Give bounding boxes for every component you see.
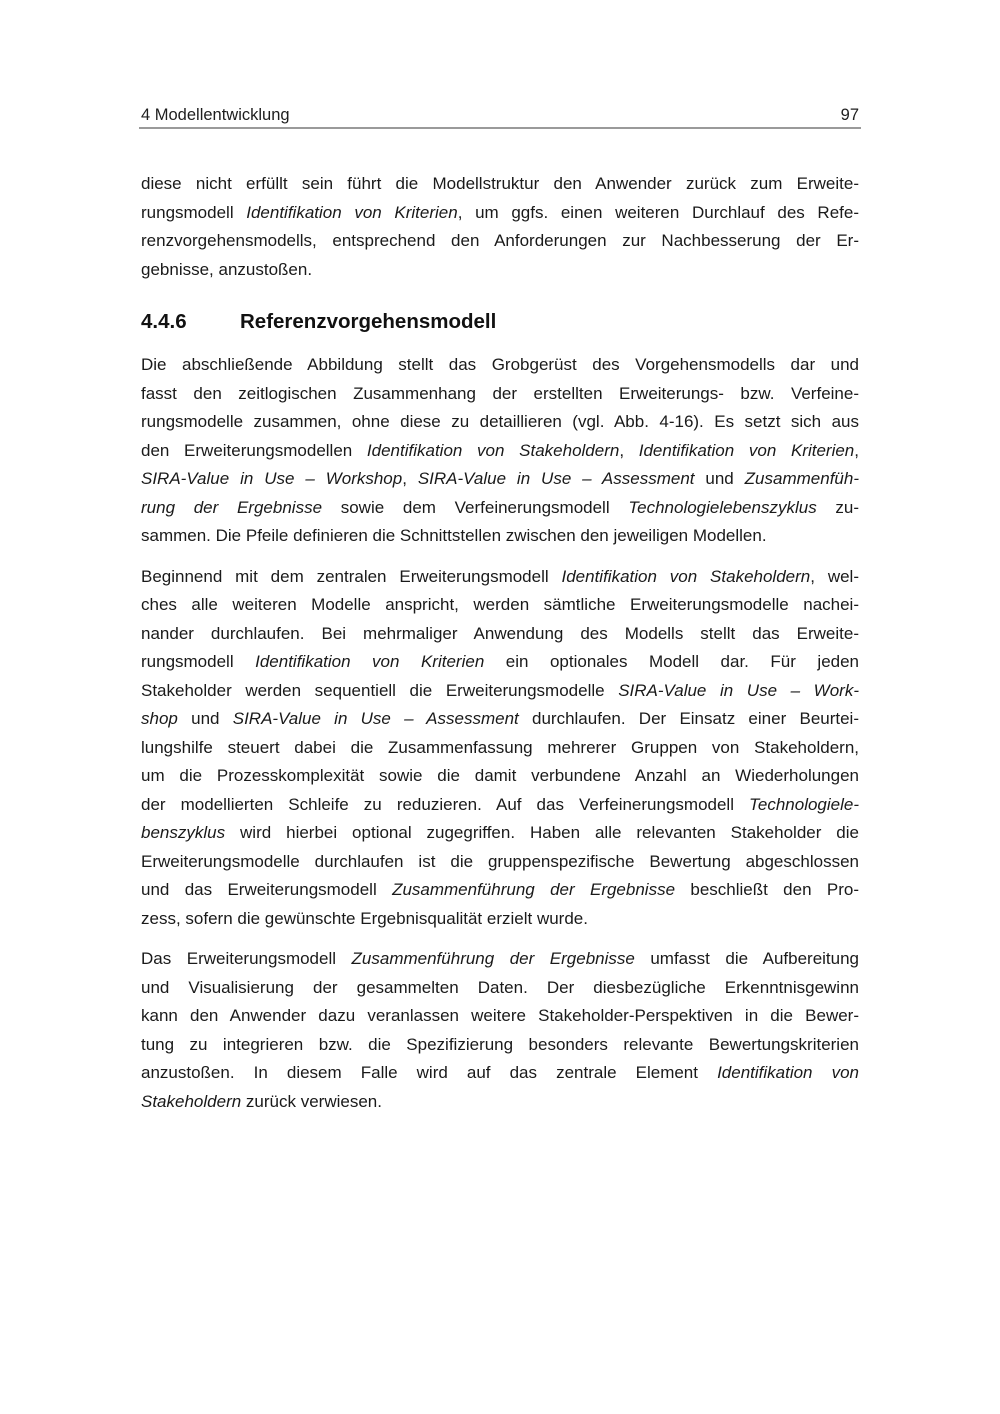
text-run: , um ggfs. einen weiteren Durchlauf des Refe- (457, 202, 859, 222)
text-run: zu- (816, 497, 860, 517)
text-line (141, 1031, 859, 1060)
text-line (141, 905, 859, 934)
text-run: und Visualisierung der gesammelten Daten. Der diesbezügliche Erkenntnisgewinn (141, 977, 859, 997)
running-title: 4 Modellentwicklung (141, 106, 290, 124)
text-run: , (619, 440, 639, 460)
text-run: renzvorgehensmodells, entsprechend den Anforderungen zur Nachbesserung der Er- (141, 231, 859, 250)
italic-text-run: benszyklus (141, 823, 226, 842)
italic-text-run: Zusammenfüh- (744, 469, 859, 488)
italic-text-run: Identifikation von Stakeholdern (561, 566, 811, 586)
text-line (141, 1088, 859, 1117)
text-run: diese nicht erfüllt sein führt die Modellstruktur den Anwender zurück zum Erweite- (141, 174, 859, 193)
text-run: nander durchlaufen. Bei mehrmaliger Anwendung des Modells stellt das Erweite- (141, 623, 859, 643)
text-run: Stakeholder werden sequentiell die Erweiterungsmodelle (141, 680, 619, 700)
text-run: und (694, 469, 745, 488)
text-run: beschließt den Pro- (675, 880, 859, 899)
text-run: , wel- (810, 566, 859, 586)
page-header (141, 105, 859, 125)
text-run: um die Prozesskomplexität sowie die damit verbundene Anzahl an Wiederholungen (141, 766, 859, 785)
text-line (141, 256, 859, 285)
italic-text-run: Identifikation von Kriterien (255, 652, 485, 671)
conclusion-paragraph (141, 945, 859, 1116)
text-line (141, 876, 859, 905)
text-run: umfasst die Aufbereitung (634, 949, 860, 968)
italic-text-run: Technologielebenszyklus (628, 497, 817, 517)
text-line (141, 465, 859, 494)
text-run: tung zu integrieren bzw. die Spezifizierung besonders relevante Bewertungskriterien (141, 1034, 859, 1054)
text-line (141, 848, 859, 877)
text-run: zess, sofern die gewünschte Ergebnisqualität erzielt wurde. (141, 908, 588, 928)
text-run: , (854, 440, 859, 460)
text-line (141, 437, 859, 466)
italic-text-run: SIRA-Value in Use – Workshop (141, 469, 403, 488)
text-run: ein optionales Modell dar. Für jeden (484, 652, 860, 671)
text-run: kann den Anwender dazu veranlassen weitere Stakeholder-Perspektiven in die Bewer- (141, 1006, 859, 1025)
section-heading (141, 310, 859, 334)
italic-text-run: SIRA-Value in Use – Assessment (232, 709, 519, 728)
page-number: 97 (840, 106, 859, 124)
text-run: fasst den zeitlogischen Zusammenhang der erstellten Erweiterungs- bzw. Verfeine- (141, 383, 859, 403)
italic-text-run: Zusammenführung der Ergebnisse (392, 880, 676, 899)
text-run: sammen. Die Pfeile definieren die Schnittstellen zwischen den jeweiligen Modellen. (141, 526, 767, 545)
italic-text-run: Identifikation von Stakeholdern (366, 440, 620, 460)
process-paragraph (141, 563, 859, 934)
text-run: zurück verwiesen. (241, 1091, 382, 1111)
text-line (141, 1059, 859, 1088)
text-run: lungshilfe steuert dabei die Zusammenfassung mehrerer Gruppen von Stakeholdern, (141, 737, 859, 757)
text-run: Beginnend mit dem zentralen Erweiterungsmodell (141, 566, 562, 586)
text-run: der modellierten Schleife zu reduzieren. Auf das Verfeinerungsmodell (141, 794, 750, 814)
text-run: und (177, 709, 233, 728)
italic-text-run: rung der Ergebnisse (141, 497, 323, 517)
text-line (141, 380, 859, 409)
overview-paragraph (141, 351, 859, 551)
text-run: durchlaufen. Der Einsatz einer Beurtei- (518, 709, 860, 728)
italic-text-run: Stakeholdern (141, 1091, 242, 1111)
text-run: rungsmodell (141, 202, 247, 222)
text-run: Erweiterungsmodelle durchlaufen ist die gruppenspezifische Bewertung abgeschlossen (141, 851, 859, 871)
italic-text-run: SIRA-Value in Use – Work- (618, 680, 860, 700)
italic-text-run: Technologiele- (749, 794, 859, 814)
text-line (141, 494, 859, 523)
text-line (141, 648, 859, 677)
text-line (141, 762, 859, 791)
page-body (141, 170, 859, 1128)
header-rule (139, 127, 861, 129)
text-line (141, 227, 859, 256)
text-run: Die abschließende Abbildung stellt das Grobgerüst des Vorgehensmodells dar und (141, 355, 859, 374)
text-line (141, 677, 859, 706)
text-run: rungsmodelle zusammen, ohne diese zu detaillieren (vgl. Abb. 4-16). Es setzt sich aus (141, 412, 859, 431)
italic-text-run: Zusammenführung der Ergebnisse (351, 949, 635, 968)
text-run: wird hierbei optional zugegriffen. Haben alle relevanten Stakeholder die (225, 823, 859, 842)
text-line (141, 734, 859, 763)
text-run: gebnisse, anzustoßen. (141, 259, 313, 279)
italic-text-run: shop (141, 709, 178, 728)
text-line (141, 170, 859, 199)
text-line (141, 199, 859, 228)
text-line (141, 620, 859, 649)
text-line (141, 522, 859, 551)
text-line (141, 945, 859, 974)
italic-text-run: Identifikation von Kriterien (638, 440, 855, 460)
text-line (141, 974, 859, 1003)
section-title: Referenzvorgehensmodell (240, 310, 497, 333)
text-run: Das Erweiterungsmodell (141, 949, 352, 968)
text-run: , (402, 469, 418, 488)
text-run: rungsmodell (141, 652, 256, 671)
text-line (141, 791, 859, 820)
section-number: 4.4.6 (141, 310, 187, 333)
text-run: ches alle weiteren Modelle anspricht, werden sämtliche Erweiterungsmodelle nachei- (141, 595, 859, 614)
text-run: den Erweiterungsmodellen (141, 440, 367, 460)
text-run: und das Erweiterungsmodell (141, 880, 393, 899)
text-line (141, 819, 859, 848)
intro-paragraph (141, 170, 859, 284)
text-run: sowie dem Verfeinerungsmodell (322, 497, 629, 517)
text-line (141, 408, 859, 437)
text-line (141, 705, 859, 734)
text-run: anzustoßen. In diesem Falle wird auf das zentrale Element (141, 1063, 718, 1082)
text-line (141, 1002, 859, 1031)
text-line (141, 563, 859, 592)
italic-text-run: SIRA-Value in Use – Assessment (417, 469, 695, 488)
text-line (141, 591, 859, 620)
text-line (141, 351, 859, 380)
italic-text-run: Identifikation von Kriterien (246, 202, 458, 222)
italic-text-run: Identifikation von (717, 1063, 859, 1082)
